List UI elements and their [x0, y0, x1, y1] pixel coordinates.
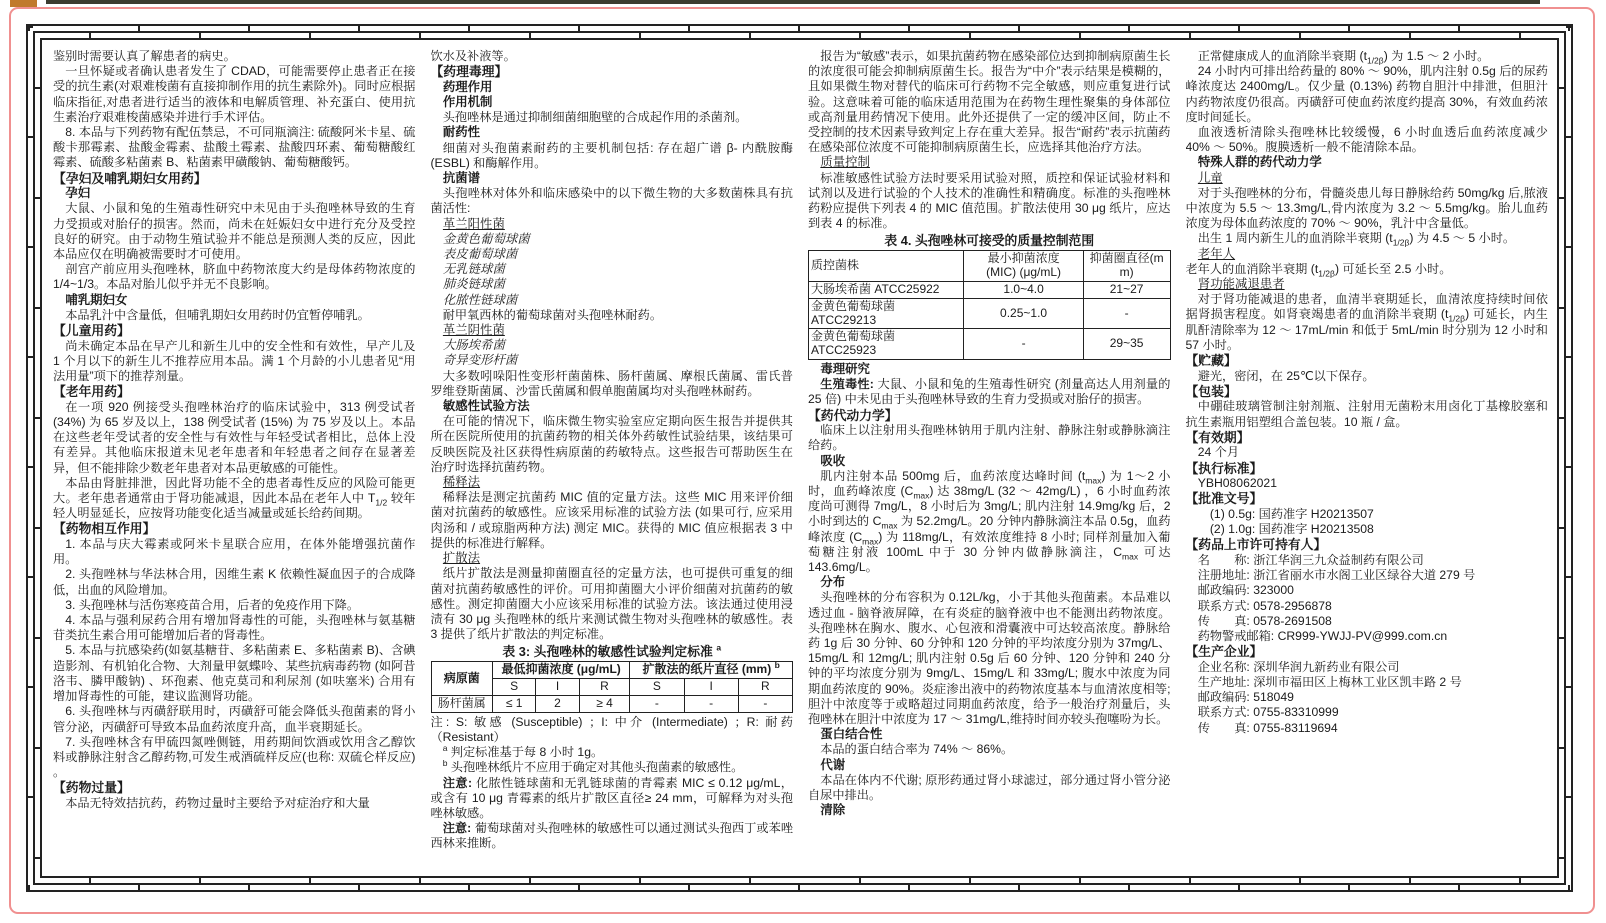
table-cell: 病原菌	[431, 662, 492, 696]
paragraph: 5. 本品与抗感染药(如氨基糖苷、多粘菌素 E、多粘菌素 B)、含碘造影剂、有机铂化合物、大剂量甲氨蝶呤、某些抗病毒药物 (如阿昔洛韦、膦甲酸钠) 、环孢素、他克莫司和利尿剂 (如呋塞米) 合用有增加肾毒性的可能，建议监测肾功能。	[53, 643, 416, 704]
table-cell: -	[964, 329, 1083, 360]
section-heading: 【药品上市许可持有人】	[1185, 537, 1327, 553]
table-cell: 抑菌圈直径(mm)	[1083, 251, 1170, 282]
paragraph: 肌内注射本品 500mg 后，血药浓度达峰时间 $(t_{max})$ 为 1～2 小时，血药峰浓度 $(C_{max})$ 达 38mg/L (32 ～ 42mg/L) ，6 小时血药浓度尚可测得 7mg/L，8 小时后为 3mg/L; 肌内注射 14.9mg/kg 后，2 小时到达的 $C_{max}$ 为 52.2mg/L。20 分钟内静脉滴注本品 0.5g，血药峰浓度 $(C_{max})$ 为 118mg/L，有效浓度维持 8 小时; 同样剂量加入葡萄糖注射液 100mL 中于 30 分钟内做静脉滴注，$C_{max}$ 可达 143.6mg/L。	[808, 468, 1171, 575]
frame-ticks-left-2	[35, 33, 40, 883]
paragraph: 在一项 920 例接受头孢唑林治疗的临床试验中，313 例受试者 (34%) 为 65 岁及以上，138 例受试者 (15%) 为 75 岁及以上。本品在这些老年受试者的安全性与有效性与年轻受试者相比，总体上没有差异。其他临床报道未见老年患者和年轻患者之间存在显著差异，但不能排除少数老年患者对本品更敏感的可能性。	[53, 399, 416, 475]
table-cell: S	[492, 679, 535, 696]
underlined-heading: 儿童	[1197, 170, 1223, 185]
paragraph: 传 真: 0755-83119694	[1197, 720, 1338, 735]
frame-ticks-bottom-1	[28, 885, 1571, 890]
paragraph: (1) 0.5g: 国药准字 H20213507	[1197, 507, 1374, 522]
table-3-sensitivity-criteria	[431, 643, 794, 712]
paragraph: 本品乳汁中含量低，但哺乳期妇女用药时仍宜暂停哺乳。	[65, 307, 370, 322]
sub-heading: 毒理研究	[820, 362, 870, 377]
section-heading: 【执行标准】	[1185, 460, 1263, 476]
species-name: 表皮葡萄球菌	[442, 247, 518, 262]
sub-heading: 吸收	[820, 453, 846, 468]
top-edge-strip	[46, 0, 1540, 4]
paragraph: (2) 1.0g: 国药准字 H20213508	[1197, 522, 1374, 537]
paragraph: 名 称: 浙江华润三九众益制药有限公司	[1197, 553, 1424, 568]
sub-heading: 抗菌谱	[442, 171, 481, 186]
column-4	[1186, 49, 1549, 877]
paragraph: 邮政编码: 323000	[1197, 583, 1294, 598]
table-cell: I	[536, 679, 579, 696]
paragraph: 药物警戒邮箱: CR999-YWJJ-PV@999.com.cn	[1197, 629, 1448, 644]
paragraph: 中硼硅玻璃管制注射剂瓶、注射用无菌粉末用卤化丁基橡胶塞和抗生素瓶用铝塑组合盖包装。10 瓶 / 盒。	[1185, 399, 1548, 429]
section-heading: 【包装】	[1185, 383, 1237, 399]
paragraph: 饮水及补液等。	[430, 49, 516, 63]
species-name: 无乳链球菌	[442, 262, 505, 277]
section-heading: 【药代动力学】	[808, 407, 898, 423]
species-name: 奇异变形杆菌	[442, 353, 518, 368]
underlined-heading: 革兰阳性菌	[442, 216, 505, 231]
paragraph: 耐甲氧西林的葡萄球菌对头孢唑林耐药。	[442, 307, 663, 322]
paragraph: 注册地址: 浙江省丽水市水阁工业区绿谷大道 279 号	[1197, 568, 1476, 583]
paragraph: 头孢唑林的分布容积为 0.12L/kg，小于其他头孢菌素。本品难以透过血 - 脑脊液屏障，在有炎症的脑脊液中也不能测出药物浓度。头孢唑林在胸水、腹水、心包液和滑囊液中可达较高浓度。静脉给药 1g 后 30 分钟、60 分钟和 120 分钟的平均浓度分别为 37mg/L、15mg/L 和 12mg/L; 肌内注射 0.5g 后 60 分钟、120 分钟和 240 分钟的平均浓度分别为 9mg/L、15mg/L 和 33mg/L; 腹水中浓度为同期血药浓度的 90%。炎症渗出液中的药物浓度基本与血清浓度相等; 胆汁中浓度等于或略超过同期血药浓度，给予一般治疗剂量后，头孢唑林在胆汁中浓度为 17 ～ 31mg/L,维持时间亦较头孢噻吩为长。	[808, 590, 1171, 727]
paragraph: 标准敏感性试验方法时要采用试验对照，质控和保证试验材料和试剂以及进行试验的个人技术的准确性和精确度。标准的头孢唑林药粉应提供下列表 4 的 MIC 值范围。扩散法使用 30 μg 纸片，应达到表 4 的标准。	[808, 170, 1171, 231]
paragraph: 传 真: 0578-2691508	[1197, 613, 1332, 628]
underlined-heading: 肾功能减退患者	[1197, 277, 1285, 292]
paragraph: 头孢唑林是通过抑制细菌细胞壁的合成起作用的杀菌剂。	[442, 110, 748, 125]
paragraph: 避光，密闭，在 25℃以下保存。	[1197, 368, 1375, 383]
underlined-heading: 稀释法	[442, 475, 481, 490]
table-cell: S	[630, 679, 684, 696]
footnote: $^b$ 头孢唑林纸片不应用于确定对其他头孢菌素的敏感性。	[442, 758, 744, 775]
table-4-quality-control-range	[808, 232, 1171, 360]
paragraph: YBH08062021	[1197, 476, 1277, 491]
frame-ticks-top-1	[28, 26, 1571, 31]
sub-heading: 蛋白结合性	[820, 727, 883, 742]
table-4-quality-control-range-title: 表 4. 头孢唑林可接受的质量控制范围	[884, 233, 1095, 249]
section-heading: 【贮藏】	[1185, 353, 1237, 369]
species-name: 化脓性链球菌	[442, 292, 518, 307]
sub-heading: 耐药性	[442, 125, 481, 140]
paragraph: 24 小时内可排出给药量的 80% ～ 90%，肌内注射 0.5g 后的尿药峰浓度达 2400mg/L。仅少量 (0.13%) 药物自胆汁中排泄，但胆汁内药物浓度仍很高。丙磺舒可使血药浓度约提高 30%，有效血药浓度时间延长。	[1185, 64, 1548, 124]
sub-heading: 孕妇	[65, 186, 91, 201]
paragraph: 老年人的血消除半衰期 $(t_{1/2\beta})$ 可延长至 2.5 小时。	[1185, 261, 1452, 279]
paragraph: 稀释法是测定抗菌药 MIC 值的定量方法。这些 MIC 用来评价细菌对抗菌药的敏感性。应该采用标准的试验方法 (如果可行, 应采用肉汤和 / 或琼脂两种方法) 测定 MIC。获得的 MIC 值应根据表 3 中提供的标准进行解释。	[430, 490, 793, 550]
frame-ticks-left-1	[28, 26, 33, 890]
paragraph: 7. 头孢唑林含有甲硫四氮唑侧链，用药期间饮酒或饮用含乙醇饮料或静脉注射含乙醇药物,可发生戒酒硫样反应(也称: 双硫仑样反应) 。	[53, 734, 416, 780]
table-cell: 29~35	[1083, 329, 1170, 360]
table-cell: I	[684, 679, 738, 696]
table-4-quality-control-range-table	[808, 250, 1171, 360]
paragraph: 一旦怀疑或者确认患者发生了 CDAD，可能需要停止患者正在接受的抗生素(对艰难梭菌有直接抑制作用的抗生素除外)。同时应根据临床指征,对患者进行适当的液体和电解质管理、补充蛋白、使用抗生素治疗艰难梭菌感染并进行手术评估。	[53, 64, 416, 124]
frame-ticks-top-2	[35, 33, 1564, 38]
table-cell: 最小抑菌浓度 (MIC) (μg/mL)	[964, 251, 1083, 282]
sub-heading: 代谢	[820, 757, 846, 772]
table-cell: 0.25~1.0	[964, 298, 1083, 329]
paragraph: 3. 头孢唑林与活伤寒疫苗合用，后者的免疫作用下降。	[65, 597, 360, 612]
frame-ticks-right-2	[1559, 33, 1564, 883]
paragraph: 头孢唑林对体外和临床感染中的以下微生物的大多数菌株具有抗菌活性:	[430, 186, 793, 216]
table-cell: -	[684, 695, 738, 712]
paragraph: 邮政编码: 518049	[1197, 690, 1294, 705]
species-name: 金黄色葡萄球菌	[442, 231, 530, 246]
paragraph: 血液透析清除头孢唑林比较缓慢，6 小时血透后血药浓度减少 40% ～ 50%。腹膜透析一般不能清除本品。	[1185, 125, 1548, 155]
table-cell: 扩散法的纸片直径 (mm) $^b$	[630, 662, 793, 679]
section-heading: 【药物相互作用】	[53, 521, 156, 537]
table-cell: 金黄色葡萄球菌 ATCC25923	[809, 329, 964, 360]
section-heading: 【孕妇及哺乳期妇女用药】	[53, 170, 207, 186]
section-heading: 【药理毒理】	[430, 64, 508, 80]
table-cell: 2	[536, 695, 579, 712]
paragraph: 企业名称: 深圳华润九新药业有限公司	[1197, 659, 1400, 674]
underlined-heading: 老年人	[1197, 246, 1236, 261]
sub-heading: 特殊人群的药代动力学	[1197, 155, 1322, 170]
table-cell: R	[738, 679, 792, 696]
underlined-heading: 质量控制	[820, 155, 870, 170]
paragraph: 注意: 化脓性链球菌和无乳链球菌的青霉素 MIC ≤ 0.12 μg/mL，或含有 10 μg 青霉素的纸片扩散区直径≥ 24 mm，可解释为对头孢唑林敏感。	[430, 775, 793, 820]
table-cell: 最低抑菌浓度 (μg/mL)	[492, 662, 629, 679]
paragraph: 本品的蛋白结合率为 74% ～ 86%。	[820, 742, 1014, 757]
table-3-sensitivity-criteria-title: 表 3: 头孢唑林的敏感性试验判定标准 $^a$	[502, 643, 722, 660]
paragraph: 2. 头孢唑林与华法林合用，因维生素 K 依赖性凝血因子的合成降低，出血的风险增加。	[53, 567, 416, 597]
paragraph: 剖宫产前应用头孢唑林，脐血中药物浓度大约是母体药物浓度的 1/4~1/3。本品对胎儿似乎并无不良影响。	[53, 262, 416, 292]
paragraph: 临床上以注射用头孢唑林钠用于肌内注射、静脉注射或静脉滴注给药。	[808, 423, 1171, 453]
section-heading: 【儿童用药】	[53, 323, 130, 339]
paragraph: 大多数吲哚阳性变形杆菌菌株、肠杆菌属、摩根氏菌属、雷氏普罗维登斯菌属、沙雷氏菌属和假单胞菌属均对头孢唑林耐药。	[430, 368, 793, 398]
paragraph: 出生 1 周内新生儿的血消除半衰期 $(t_{1/2\beta})$ 为 4.5 ～ 5 小时。	[1197, 231, 1516, 248]
frame-ticks-bottom-2	[35, 878, 1564, 883]
section-heading: 【生产企业】	[1185, 644, 1263, 660]
paragraph: 纸片扩散法是测量抑菌圈直径的定量方法，也可提供可重复的细菌对抗菌药敏感性的评价。可用抑菌圈大小评价细菌对抗菌药的敏感性。测定抑菌圈大小应该采用标准的试验方法。该法通过使用浸渍有 30 μg 头孢唑林的纸片来测试微生物对头孢唑林的敏感性。表 3 提供了纸片扩散法的判定标准。	[430, 566, 793, 642]
paragraph: 6. 头孢唑林与丙磺舒联用时，丙磺舒可能会降低头孢菌素的肾小管分泌，丙磺舒可导致本品血药浓度升高，血半衰期延长。	[53, 704, 416, 734]
column-2	[431, 49, 794, 877]
footnote: $^a$ 判定标准基于每 8 小时 1g。	[442, 743, 604, 760]
sub-heading: 分布	[820, 575, 846, 590]
table-cell: -	[738, 695, 792, 712]
paragraph: 细菌对头孢菌素耐药的主要机制包括: 存在超广谱 β- 内酰胺酶 (ESBL) 和酶解作用。	[430, 140, 793, 170]
paragraph: 报告为“敏感”表示，如果抗菌药物在感染部位达到抑制病原菌生长的浓度很可能会抑制病原菌生长。报告为“中介”表示结果是模糊的，且如果微生物对替代的临床可行药物不完全敏感，则应重复进行试验。这意味着可能的临床适用范围为在药物生理性聚集的身体部位或高剂量用药情况下使用。此外还提供了一定的缓冲区间，防止不受控制的技术因素导致判定上存在重大差异。报告“耐药”表示抗菌药在感染部位浓度不可能抑制病原菌生长，应选择其他治疗方法。	[808, 49, 1171, 155]
section-heading: 【老年用药】	[53, 384, 130, 400]
section-heading: 【批准文号】	[1185, 491, 1263, 507]
paragraph: 4. 本品与强利尿药合用有增加肾毒性的可能，头孢唑林与氨基糖苷类抗生素合用可能增加后者的肾毒性。	[53, 613, 416, 643]
sub-heading: 药理作用	[442, 79, 493, 94]
paragraph: 本品在体内不代谢; 原形药通过肾小球滤过，部分通过肾小管分泌自尿中排出。	[808, 772, 1171, 803]
paragraph: 大鼠、小鼠和兔的生殖毒性研究中未见由于头孢唑林导致的生育力受损或对胎仔的损害。然而，尚未在妊娠妇女中进行充分及受控良好的研究。由于动物生殖试验并不能总是预测人类的反应，因此本品应仅在明确被需要时才可使用。	[53, 201, 416, 262]
table-cell: 肠杆菌属	[431, 695, 492, 712]
table-cell: -	[1083, 298, 1170, 329]
paragraph: 对于肾功能减退的患者，血清半衰期延长，血清浓度持续时间依据肾损害程度。如肾衰竭患者的血消除半衰期 $(t_{1/2\beta})$ 可延长，内生肌酐清除率为 12 ～ 17mL/min 和低于 5mL/min 时分别为 12 小时和 57 小时。	[1185, 292, 1548, 352]
paragraph: 正常健康成人的血消除半衰期 $(t_{1/2\beta})$ 为 1.5 ～ 2 小时。	[1197, 49, 1490, 66]
section-heading: 【有效期】	[1185, 429, 1250, 445]
section-heading: 【药物过量】	[53, 780, 130, 796]
paragraph: 联系方式: 0578-2956878	[1197, 598, 1332, 613]
paragraph: 生产地址: 深圳市福田区上梅林工业区凯丰路 2 号	[1197, 675, 1462, 690]
paragraph: 本品无特效拮抗药，药物过量时主要给予对症治疗和大量	[65, 795, 370, 810]
paragraph: 本品由肾脏排泄，因此肾功能不全的患者毒性反应的风险可能更大。老年患者通常由于肾功能减退，因此本品在老年人中 $T_{1/2}$ 较年轻人明显延长，应按肾功能变化适当减量或延长给药间期。	[53, 475, 416, 521]
sub-heading: 作用机制	[442, 95, 493, 109]
paragraph: 尚未确定本品在早产儿和新生儿中的安全性和有效性，早产儿及 1 个月以下的新生儿不推荐应用本品。满 1 个月龄的小儿患者见“用法用量”项下的推荐剂量。	[53, 338, 416, 384]
table-cell: ≥ 4	[579, 695, 630, 712]
paragraph: 注意: 葡萄球菌对头孢唑林的敏感性可以通过测试头孢西丁或苯唑西林来推断。	[430, 821, 793, 851]
paragraph: 8. 本品与下列药物有配伍禁忌，不可同瓶滴注: 硫酸阿米卡星、硫酸卡那霉素、盐酸金霉素、盐酸土霉素、盐酸四环素、葡萄糖酸红霉素、硫酸多粘菌素 B、粘菌素甲磺酸钠、葡萄糖酸钙。	[53, 125, 416, 170]
species-name: 大肠埃希菌	[442, 338, 505, 353]
top-edge-orange-mark	[10, 0, 37, 7]
sub-heading: 敏感性试验方法	[442, 399, 530, 414]
frame-ticks-right-1	[1566, 26, 1571, 890]
column-3	[808, 49, 1171, 877]
table-cell: R	[579, 679, 630, 696]
paragraph: 1. 本品与庆大霉素或阿米卡星联合应用，在体外能增强抗菌作用。	[53, 537, 416, 567]
table-cell: 大肠埃希菌 ATCC25922	[809, 282, 964, 299]
paragraph: 对于头孢唑林的分布，骨髓炎患儿每日静脉给药 50mg/kg 后,脓液中浓度为 5.5 ～ 13.3mg/L,骨内浓度为 3.2 ～ 5.5mg/kg。胎儿血药浓度为母体血药浓度的 70% ～ 90%，乳汁中含量低。	[1185, 185, 1548, 231]
table-cell: 质控菌株	[809, 251, 964, 282]
footnote: 注: S: 敏感 (Susceptible) ；I: 中介 (Intermediate) ；R: 耐药（Resistant）	[430, 714, 793, 744]
column-1	[53, 49, 416, 877]
table-cell: ≤ 1	[492, 695, 535, 712]
leaflet-content	[53, 49, 1548, 877]
table-cell: -	[630, 695, 684, 712]
paragraph: 鉴别时需要认真了解患者的病史。	[53, 49, 236, 63]
paragraph: 生殖毒性: 大鼠、小鼠和兔的生殖毒性研究 (剂量高达人用剂量的 25 倍) 中未见由于头孢唑林导致的生育力受损或对胎仔的损害。	[808, 377, 1171, 407]
table-cell: 金黄色葡萄球菌 ATCC29213	[809, 298, 964, 329]
underlined-heading: 扩散法	[442, 551, 481, 566]
table-cell: 1.0~4.0	[964, 282, 1083, 299]
paragraph: 联系方式: 0755-83310999	[1197, 705, 1339, 720]
sub-heading: 哺乳期妇女	[65, 292, 128, 307]
paragraph: 在可能的情况下，临床微生物实验室应定期向医生报告并提供其所在医院所使用的抗菌药物的相关体外药敏性试验结果，该结果可反映医院及社区获得性病原菌的药敏特点。这些报告可帮助医生在治疗时选择抗菌药物。	[430, 414, 793, 474]
underlined-heading: 革兰阴性菌	[442, 323, 505, 338]
table-3-sensitivity-criteria-table	[431, 661, 794, 712]
sub-heading: 清除	[820, 803, 846, 818]
table-cell: 21~27	[1083, 282, 1170, 299]
paragraph: 24 个月	[1197, 445, 1240, 460]
species-name: 肺炎链球菌	[442, 277, 505, 292]
